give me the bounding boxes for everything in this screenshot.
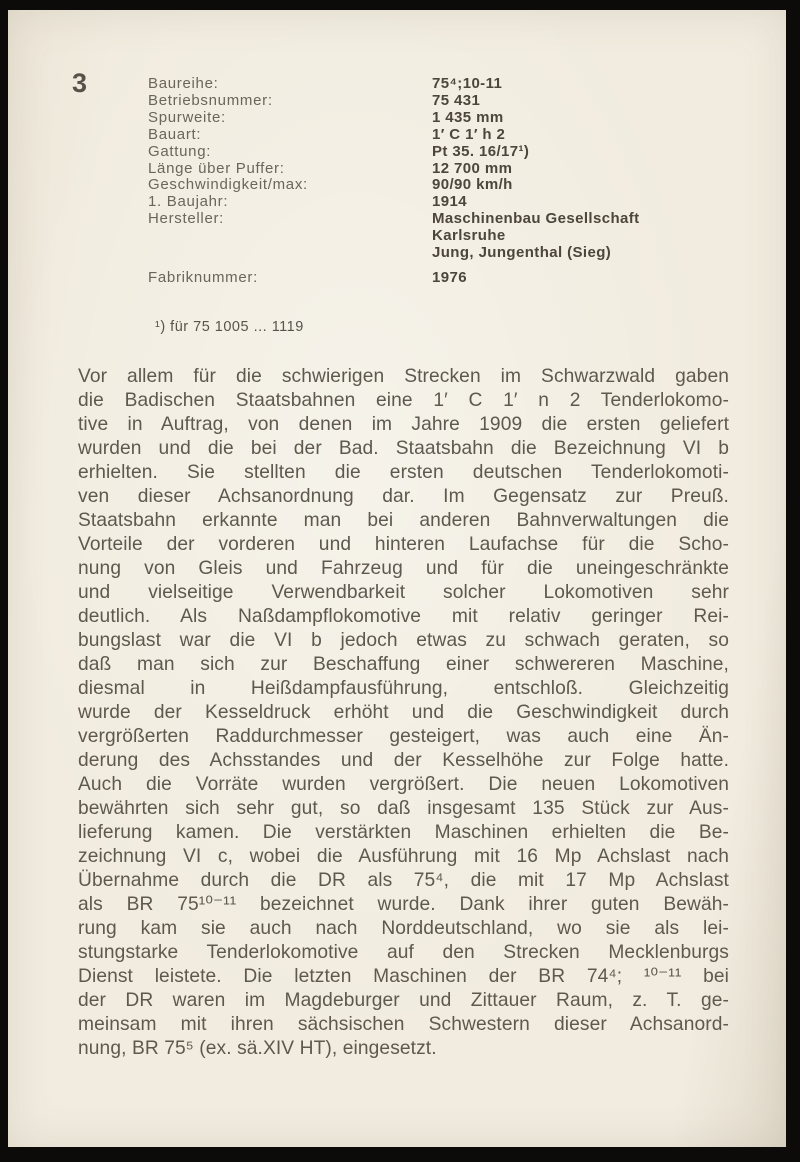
- spec-row: [148, 127, 756, 144]
- text-line: Vor allem für die schwierigen Strecken im Schwarzwald gaben: [78, 366, 729, 387]
- spec-label: Betriebsnummer:: [148, 91, 273, 109]
- text-line: die Badischen Staatsbahnen eine 1′ C 1′ n 2 Tenderlokomo-: [78, 390, 729, 411]
- text-line: bewährten sich sehr gut, so daß insgesamt 135 Stück zur Aus-: [78, 798, 729, 819]
- spec-value-line: Jung, Jungenthal (Sieg): [432, 244, 612, 262]
- spec-label: Hersteller:: [148, 210, 225, 228]
- spec-label: Länge über Puffer:: [148, 159, 285, 177]
- text-line: diesmal in Heißdampfausführung, entschloß. Gleichzeitig: [78, 678, 729, 699]
- text-line: nung, BR 75⁵ (ex. sä.XIV HT), eingesetzt.: [78, 1038, 437, 1059]
- spec-row: [148, 194, 756, 211]
- text-line: Vorteile der vorderen und hinteren Laufachse für die Scho-: [78, 534, 729, 555]
- page-number: 3: [72, 68, 88, 98]
- spec-value: 12 700 mm: [432, 159, 513, 177]
- text-line: bungslast war die VI b jedoch etwas zu schwach geraten, so: [78, 630, 729, 651]
- text-line: vergrößerten Raddurchmesser gesteigert, was auch eine Än-: [78, 726, 729, 747]
- text-line: wurde der Kesseldruck erhöht und die Geschwindigkeit durch: [78, 702, 729, 723]
- spec-row: [148, 110, 756, 127]
- spec-value: 90/90 km/h: [432, 176, 513, 194]
- spec-label: Baureihe:: [148, 75, 219, 92]
- text-line: lieferung kamen. Die verstärkten Maschinen erhielten die Be-: [78, 822, 729, 843]
- text-line: Übernahme durch die DR als 75⁴, die mit 17 Mp Achslast: [78, 870, 729, 891]
- paper: [8, 10, 786, 1147]
- text-line: derung des Achsstandes und der Kesselhöhe zur Folge hatte.: [78, 750, 729, 771]
- text-line: nung von Gleis und Fahrzeug und für die uneingeschränkte: [78, 558, 729, 579]
- spec-value-line: Karlsruhe: [432, 227, 506, 245]
- spec-row: [148, 211, 756, 262]
- spec-row: [148, 76, 756, 93]
- text-line: Staatsbahn erkannte man bei anderen Bahnverwaltungen die: [78, 510, 729, 531]
- spec-row: [148, 177, 756, 194]
- spec-value: 1914: [432, 193, 467, 211]
- spec-value: 1 435 mm: [432, 108, 504, 126]
- text-line: ven dieser Achsanordnung dar. Im Gegensatz zur Preuß.: [78, 486, 729, 507]
- footnote: ¹) für 75 1005 ... 1119: [155, 319, 304, 335]
- text-line: rung kam sie auch nach Norddeutschland, wo sie als lei-: [78, 918, 729, 939]
- spec-label: Geschwindigkeit/max:: [148, 176, 308, 194]
- spec-label: 1. Baujahr:: [148, 193, 229, 211]
- text-line: und vielseitige Verwendbarkeit solcher Lokomotiven sehr: [78, 582, 729, 603]
- spec-value-line: Maschinenbau Gesellschaft: [432, 210, 640, 228]
- text-line: daß man sich zur Beschaffung einer schwereren Maschine,: [78, 654, 729, 675]
- spec-row: [148, 144, 756, 161]
- locomotive-spec-table: [148, 76, 756, 287]
- text-line: Auch die Vorräte wurden vergrößert. Die neuen Lokomotiven: [78, 774, 729, 795]
- text-line: Dienst leistete. Die letzten Maschinen der BR 74⁴; ¹⁰⁻¹¹ bei: [78, 966, 729, 987]
- text-line: erhielten. Sie stellten die ersten deutschen Tenderlokomoti-: [78, 462, 729, 483]
- article-text: [78, 365, 729, 1061]
- spec-label: Bauart:: [148, 125, 202, 143]
- spec-value: Pt 35. 16/17¹): [432, 142, 530, 160]
- text-line: wurden und die bei der Bad. Staatsbahn die Bezeichnung VI b: [78, 438, 729, 459]
- spec-value: 1′ C 1′ h 2: [432, 125, 506, 143]
- spec-label: Gattung:: [148, 142, 212, 160]
- spec-label: Fabriknummer:: [148, 268, 258, 286]
- spec-value: 75⁴;10-11: [432, 75, 503, 92]
- text-line: stungstarke Tenderlokomotive auf den Strecken Mecklenburgs: [78, 942, 729, 963]
- spec-value: [432, 211, 640, 262]
- spec-value: 1976: [432, 268, 467, 286]
- spec-row: [148, 270, 756, 287]
- text-line: deutlich. Als Naßdampflokomotive mit relativ geringer Rei-: [78, 606, 729, 627]
- spec-value: 75 431: [432, 91, 481, 109]
- spec-row: [148, 161, 756, 178]
- spec-label: Spurweite:: [148, 108, 226, 126]
- text-line: zeichnung VI c, wobei die Ausführung mit 16 Mp Achslast nach: [78, 846, 729, 867]
- text-line: als BR 75¹⁰⁻¹¹ bezeichnet wurde. Dank ihrer guten Bewäh-: [78, 894, 729, 915]
- text-line: meinsam mit ihren sächsischen Schwestern dieser Achsanord-: [78, 1014, 729, 1035]
- spec-row: [148, 93, 756, 110]
- text-line: der DR waren im Magdeburger und Zittauer Raum, z. T. ge-: [78, 990, 729, 1011]
- text-line: tive in Auftrag, von denen im Jahre 1909 die ersten geliefert: [78, 414, 729, 435]
